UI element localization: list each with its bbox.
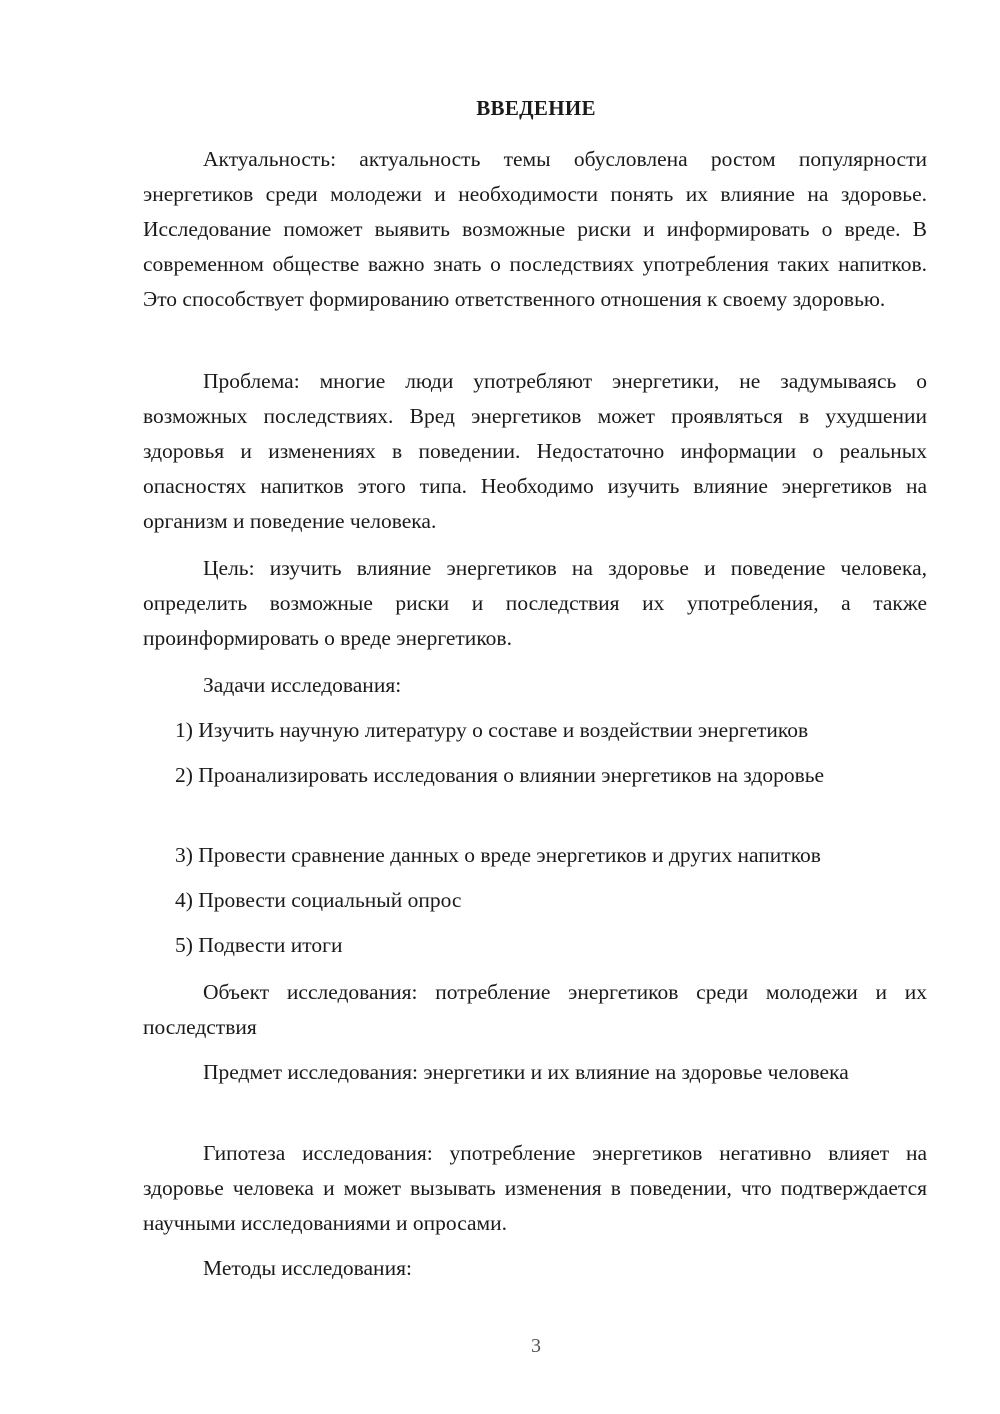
paragraph-object: Объект исследования: потребление энергетиков среди молодежи и их последствия — [143, 980, 927, 1039]
paragraph-problem: Проблема: многие люди употребляют энергетики, не задумываясь о возможных последствиях. Вред энергетиков может проявляться в ухудшении здоровья и изменениях в поведении. Недостаточно информации о реальных опасностях напитков этого типа. Необходимо изучить влияние энергетиков на организм и поведение человека. — [143, 369, 927, 533]
task-item: 3) Провести сравнение данных о вреде энергетиков и других напитков — [175, 843, 821, 867]
paragraph-hypothesis: Гипотеза исследования: употребление энергетиков негативно влияет на здоровье человека и может вызывать изменения в поведении, что подтверждается научными исследованиями и опросами. — [143, 1141, 927, 1235]
page-number: 3 — [531, 1335, 541, 1357]
page-title: ВВЕДЕНИЕ — [476, 96, 596, 120]
paragraph-subject: Предмет исследования: энергетики и их влияние на здоровье человека — [203, 1060, 849, 1084]
task-item: 5) Подвести итоги — [175, 933, 343, 957]
paragraph-relevance: Актуальность: актуальность темы обусловлена ростом популярности энергетиков среди молодежи и необходимости понять их влияние на здоровье. Исследование поможет выявить возможные риски и информировать о вреде. В современном обществе важно знать о последствиях употребления таких напитков. Это способствует формированию ответственного отношения к своему здоровью. — [143, 147, 927, 311]
paragraph-methods-heading: Методы исследования: — [203, 1256, 412, 1280]
task-item: 1) Изучить научную литературу о составе и воздействии энергетиков — [175, 718, 809, 742]
task-item: 2) Проанализировать исследования о влиянии энергетиков на здоровье — [175, 763, 825, 787]
paragraph-goal: Цель: изучить влияние энергетиков на здоровье и поведение человека, определить возможные риски и последствия их употребления, а также проинформировать о вреде энергетиков. — [143, 556, 927, 650]
task-item: 4) Провести социальный опрос — [175, 888, 462, 912]
paragraph-tasks-heading: Задачи исследования: — [203, 673, 402, 697]
